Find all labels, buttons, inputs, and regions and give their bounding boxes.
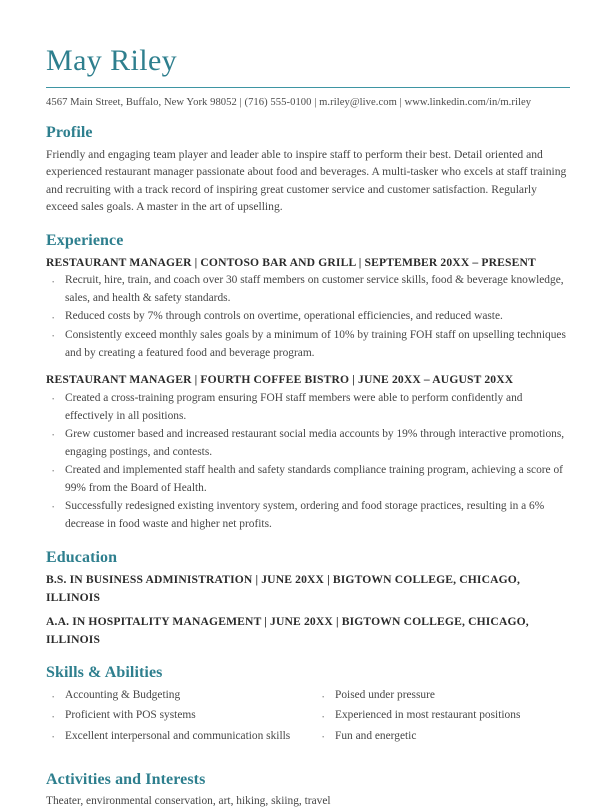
skills-list-left <box>46 687 308 745</box>
list-item: · Successfully redesigned existing inventory system, ordering and food storage practices, resulting in a 6% decrease in food waste and higher net profits. <box>46 498 570 534</box>
job-heading: RESTAURANT MANAGER | FOURTH COFFEE BISTRO | JUNE 20XX – AUGUST 20XX <box>46 373 514 387</box>
section-experience <box>46 231 570 533</box>
list-item: · Reduced costs by 7% through controls on overtime, operational efficiencies, and reduced waste. <box>46 308 570 326</box>
section-title-skills: Skills & Abilities <box>46 664 163 682</box>
skills-list-right <box>316 687 570 745</box>
education-entry: B.S. IN BUSINESS ADMINISTRATION | JUNE 20XX | BIGTOWN COLLEGE, CHICAGO, ILLINOIS <box>46 573 521 604</box>
experience-job <box>46 371 570 533</box>
list-item: · Created and implemented staff health and safety standards compliance training program, achieving a score of 99% from the Board of Health. <box>46 462 570 498</box>
skills-column-right <box>308 686 570 748</box>
activities-text: Theater, environmental conservation, art, hiking, skiing, travel <box>46 794 331 807</box>
list-item: · Grew customer based and increased restaurant social media accounts by 19% through interactive promotions, engaging postings, and contests. <box>46 426 570 462</box>
education-entry: A.A. IN HOSPITALITY MANAGEMENT | JUNE 20XX | BIGTOWN COLLEGE, CHICAGO, ILLINOIS <box>46 615 529 646</box>
section-activities <box>46 770 570 810</box>
section-title-experience: Experience <box>46 232 124 250</box>
section-title-activities: Activities and Interests <box>46 770 206 788</box>
list-item: · Fun and energetic <box>316 728 570 746</box>
profile-text: Friendly and engaging team player and leader able to inspire staff to perform their best. Detail oriented and experienced restaurant manager passionate about food and beverages. A multi-tasker who excels at staff training and recruiting with a track record of inspiring great customer service and customer satisfaction. Regularly exceed sales goals. A master in the art of upselling. <box>46 147 567 214</box>
section-title-profile: Profile <box>46 123 93 141</box>
job-heading: RESTAURANT MANAGER | CONTOSO BAR AND GRILL | SEPTEMBER 20XX – PRESENT <box>46 256 536 270</box>
resume-header <box>46 0 570 108</box>
list-item: · Recruit, hire, train, and coach over 30 staff members on customer service skills, food & beverage knowledge, sales, and health & safety standards. <box>46 272 570 308</box>
section-profile <box>46 123 570 216</box>
list-item: · Experienced in most restaurant positions <box>316 707 570 725</box>
job-bullet-list <box>46 272 570 362</box>
section-education <box>46 548 570 648</box>
header-divider <box>46 87 570 88</box>
list-item: · Accounting & Budgeting <box>46 687 308 705</box>
list-item: · Proficient with POS systems <box>46 707 308 725</box>
job-bullet-list <box>46 390 570 534</box>
experience-job <box>46 254 570 362</box>
list-item: · Excellent interpersonal and communication skills <box>46 728 308 746</box>
list-item: · Consistently exceed monthly sales goals by a minimum of 10% by training FOH staff on upselling techniques and by creating a featured food and beverage program. <box>46 327 570 363</box>
section-title-education: Education <box>46 549 118 567</box>
candidate-name: May Riley <box>46 44 178 77</box>
list-item: · Created a cross-training program ensuring FOH staff members were able to perform confidently and effectively in all positions. <box>46 390 570 426</box>
skills-columns <box>46 686 570 748</box>
section-skills <box>46 663 570 748</box>
skills-column-left <box>46 686 308 748</box>
list-item: · Poised under pressure <box>316 687 570 705</box>
contact-line: 4567 Main Street, Buffalo, New York 98052 | (716) 555-0100 | m.riley@live.com | www.linkedin.com/in/m.riley <box>46 96 532 108</box>
